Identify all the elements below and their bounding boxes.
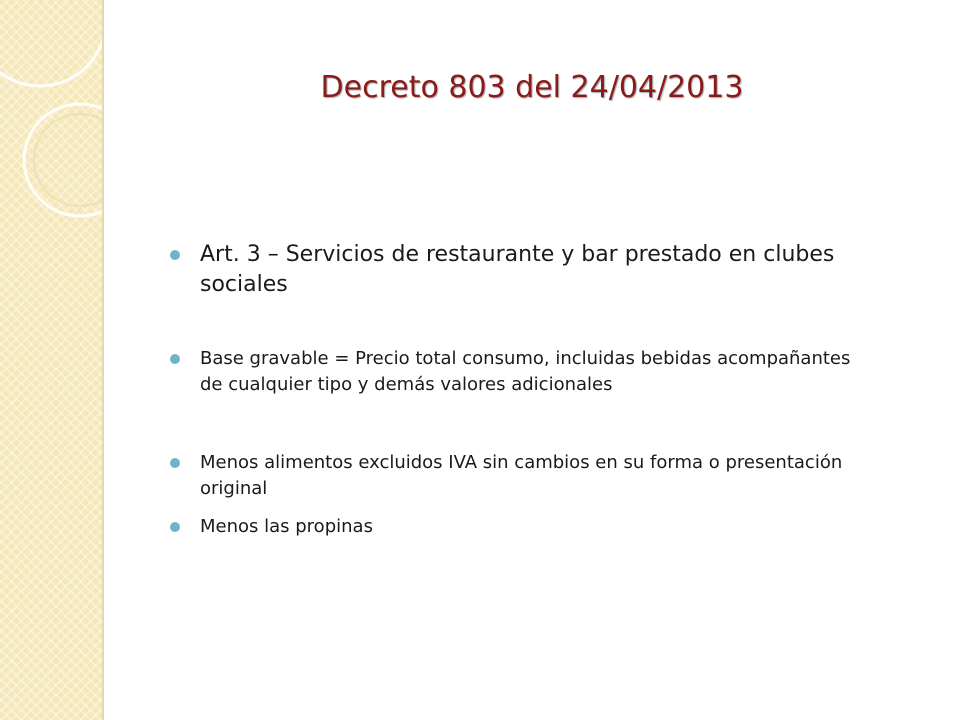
bullet-item	[170, 450, 870, 502]
bullet-marker	[170, 250, 180, 260]
bullet-marker	[170, 458, 180, 468]
decorative-rings	[0, 0, 104, 720]
slide-title: Decreto 803 del 24/04/2013	[320, 70, 744, 105]
bullet-item	[170, 346, 870, 398]
bullet-text: Menos alimentos excluidos IVA sin cambios en su forma o presentación original	[200, 452, 843, 499]
decorative-side-panel	[0, 0, 104, 720]
bullet-list	[170, 240, 870, 540]
bullet-text: Art. 3 – Servicios de restaurante y bar prestado en clubes sociales	[200, 242, 835, 297]
bullet-text: Menos las propinas	[200, 516, 373, 537]
bullet-item	[170, 514, 870, 540]
bullet-marker	[170, 354, 180, 364]
bullet-marker	[170, 522, 180, 532]
bullet-item	[170, 240, 870, 300]
bullet-text: Base gravable = Precio total consumo, incluidas bebidas acompañantes de cualquier tipo y demás valores adicionales	[200, 348, 851, 395]
